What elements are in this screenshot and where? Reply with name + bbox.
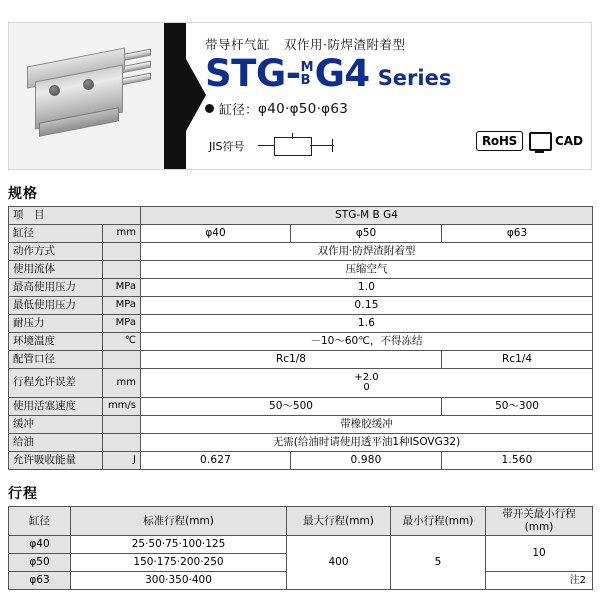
row-label-fluid: 使用流体 xyxy=(9,261,103,279)
cell-pistonspeed-small: 50～500 xyxy=(141,398,442,416)
series-b: B xyxy=(300,72,311,88)
cell-energy-50: 0.980 xyxy=(291,452,442,470)
stroke-standard-50: 150·175·200·250 xyxy=(71,554,287,572)
cell-energy-40: 0.627 xyxy=(141,452,291,470)
cylinder-port-1 xyxy=(49,85,60,96)
cell-stroketol-lower: 0 xyxy=(363,382,370,393)
stroke-switch-min-value: 10 xyxy=(486,536,593,572)
cell-minpressure: 0.15 xyxy=(141,297,593,315)
row-unit-bore: mm xyxy=(103,225,141,243)
stroke-header-bore: 缸径 xyxy=(9,507,71,536)
header-black-bar xyxy=(164,23,186,169)
row-unit-action xyxy=(103,243,141,261)
bullet-icon xyxy=(205,104,214,113)
table-row xyxy=(9,279,593,297)
table-row-header xyxy=(9,507,593,536)
table-row xyxy=(9,536,593,554)
stroke-bore-40: φ40 xyxy=(9,536,71,554)
row-unit-energy: J xyxy=(103,452,141,470)
series-word: Series xyxy=(377,66,452,90)
header-text-block xyxy=(205,35,583,118)
cell-proofpressure: 1.6 xyxy=(141,315,593,333)
bore-label: 缸径： xyxy=(219,103,259,118)
row-unit-maxpressure: MPa xyxy=(103,279,141,297)
stroke-header-standard: 标准行程(mm) xyxy=(71,507,287,536)
series-mb-stack xyxy=(301,62,314,87)
cad-badge xyxy=(529,132,583,151)
series-prefix: STG- xyxy=(205,52,301,95)
header-subtitle-left: 带导杆气缸 xyxy=(205,37,271,52)
table-row xyxy=(9,333,593,351)
table-row-header xyxy=(9,207,593,225)
cell-temperature: －10～60℃，不得冻结 xyxy=(141,333,593,351)
row-label-pistonspeed: 使用活塞速度 xyxy=(9,398,103,416)
table-row xyxy=(9,452,593,470)
cell-energy-63: 1.560 xyxy=(442,452,593,470)
spec-section-title: 规格 xyxy=(8,186,38,202)
cell-bore-50: φ50 xyxy=(291,225,442,243)
row-label-stroketol: 行程允许误差 xyxy=(9,369,103,398)
row-label-temperature: 环境温度 xyxy=(9,333,103,351)
row-unit-pistonspeed: mm/s xyxy=(103,398,141,416)
row-unit-lubrication xyxy=(103,434,141,452)
header-banner xyxy=(8,22,592,170)
row-unit-proofpressure: MPa xyxy=(103,315,141,333)
specifications-table xyxy=(8,206,593,470)
jis-symbol-icon xyxy=(256,131,352,161)
row-unit-temperature: ℃ xyxy=(103,333,141,351)
row-label-action: 动作方式 xyxy=(9,243,103,261)
table-row xyxy=(9,434,593,452)
header-subtitle xyxy=(205,35,583,53)
cad-badge-label: CAD xyxy=(554,134,583,148)
table-row xyxy=(9,416,593,434)
rohs-badge: RoHS xyxy=(476,131,523,151)
jis-label: JIS符号 xyxy=(209,140,245,153)
stroke-header-max: 最大行程(mm) xyxy=(287,507,391,536)
cell-action: 双作用·防焊渣附着型 xyxy=(141,243,593,261)
table-row xyxy=(9,315,593,333)
series-m: M xyxy=(300,60,314,76)
certification-badges xyxy=(476,131,583,151)
stroke-bore-50: φ50 xyxy=(9,554,71,572)
stroke-table xyxy=(8,506,593,590)
stroke-standard-40: 25·50·75·100·125 xyxy=(71,536,287,554)
table-row xyxy=(9,225,593,243)
bore-line xyxy=(205,99,583,118)
stroke-standard-63: 300·350·400 xyxy=(71,572,287,590)
table-row xyxy=(9,243,593,261)
cell-lubrication: 无需(给油时请使用透平油1种ISOVG32) xyxy=(141,434,593,452)
col-item-header: 项 目 xyxy=(9,207,141,225)
cell-bore-40: φ40 xyxy=(141,225,291,243)
cell-cushion: 带橡胶缓冲 xyxy=(141,416,593,434)
row-unit-stroketol: mm xyxy=(103,369,141,398)
table-row xyxy=(9,261,593,279)
product-photo xyxy=(9,23,164,169)
row-label-portsize: 配管口径 xyxy=(9,351,103,369)
cell-stroketol-upper: +2.0 xyxy=(354,372,379,383)
cell-stroketol xyxy=(141,369,593,398)
stroke-section-title: 行程 xyxy=(8,486,38,502)
header-subtitle-right: 双作用·防焊渣附着型 xyxy=(284,37,406,52)
row-label-lubrication: 给油 xyxy=(9,434,103,452)
cell-portsize-small: Rc1/8 xyxy=(141,351,442,369)
stroke-max-value: 400 xyxy=(287,536,391,590)
row-label-cushion: 缓冲 xyxy=(9,416,103,434)
cylinder-port-2 xyxy=(83,79,94,90)
col-model-header: STG-M B G4 xyxy=(141,207,593,225)
monitor-icon xyxy=(529,132,552,151)
cell-portsize-large: Rc1/4 xyxy=(442,351,593,369)
cell-maxpressure: 1.0 xyxy=(141,279,593,297)
row-unit-minpressure: MPa xyxy=(103,297,141,315)
bore-values: φ40·φ50·φ63 xyxy=(258,100,349,117)
stroke-header-switch-min: 带开关最小行程(mm) xyxy=(486,507,593,536)
row-unit-fluid xyxy=(103,261,141,279)
row-unit-portsize xyxy=(103,351,141,369)
row-label-maxpressure: 最高使用压力 xyxy=(9,279,103,297)
row-label-minpressure: 最低使用压力 xyxy=(9,297,103,315)
stroke-min-value: 5 xyxy=(391,536,486,590)
table-row xyxy=(9,398,593,416)
row-label-energy: 允许吸收能量 xyxy=(9,452,103,470)
series-g4: G4 xyxy=(314,52,370,95)
series-title xyxy=(205,52,583,95)
table-row xyxy=(9,297,593,315)
table-row xyxy=(9,351,593,369)
stroke-note: 注2 xyxy=(486,572,593,590)
jis-symbol-row xyxy=(209,131,352,161)
header-arrow-icon xyxy=(186,59,206,131)
product-photo-image xyxy=(9,23,164,169)
row-label-bore: 缸径 xyxy=(9,225,103,243)
row-label-proofpressure: 耐压力 xyxy=(9,315,103,333)
table-row xyxy=(9,369,593,398)
cell-pistonspeed-large: 50～300 xyxy=(442,398,593,416)
cell-bore-63: φ63 xyxy=(442,225,593,243)
cell-fluid: 压缩空气 xyxy=(141,261,593,279)
stroke-bore-63: φ63 xyxy=(9,572,71,590)
row-unit-cushion xyxy=(103,416,141,434)
stroke-header-min: 最小行程(mm) xyxy=(391,507,486,536)
